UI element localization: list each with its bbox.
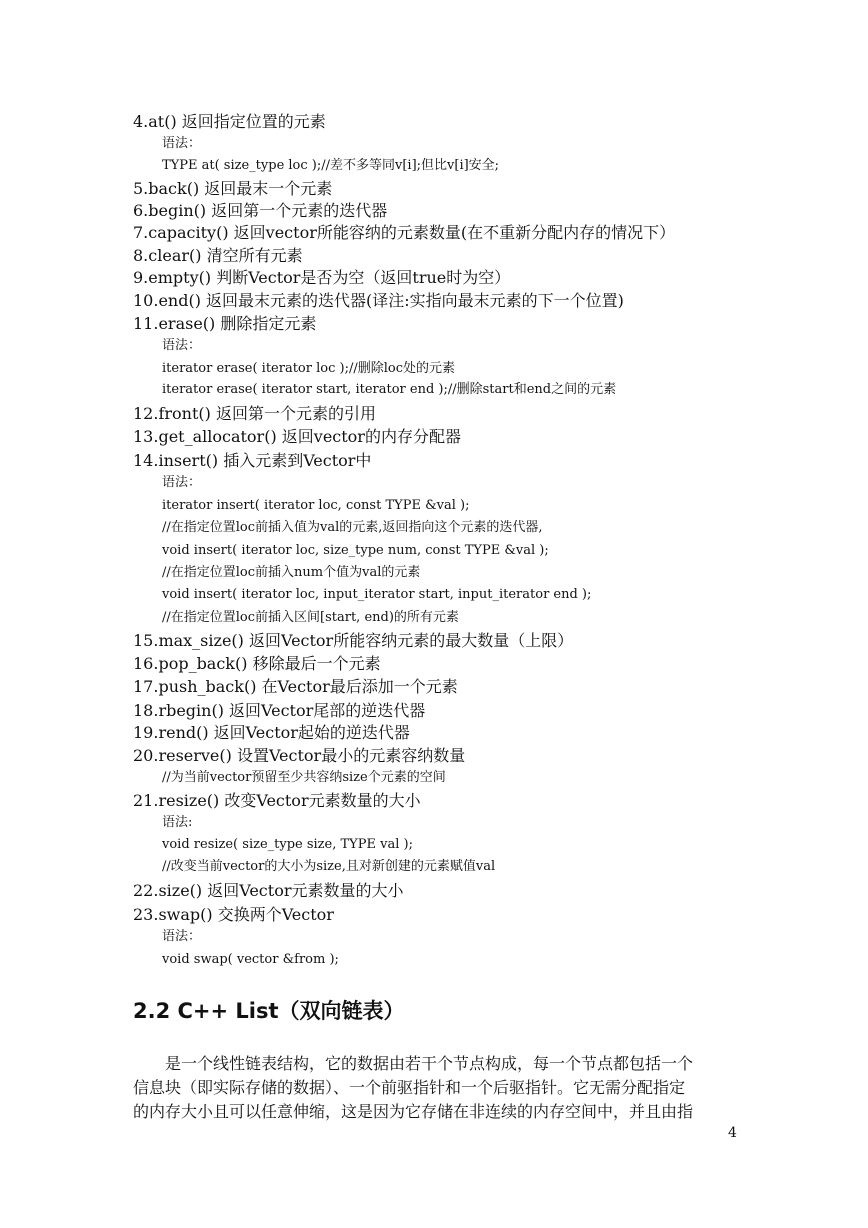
method-entry: 14.insert() 插入元素到Vector中 <box>133 451 372 470</box>
syntax-line: //为当前vector预留至少共容纳size个元素的空间 <box>162 770 446 785</box>
method-entry: 19.rend() 返回Vector起始的逆迭代器 <box>133 723 410 742</box>
syntax-line: //改变当前vector的大小为size,且对新创建的元素赋值val <box>162 859 496 874</box>
method-entry: 22.size() 返回Vector元素数量的大小 <box>133 881 404 900</box>
method-entry: 21.resize() 改变Vector元素数量的大小 <box>133 791 421 810</box>
method-entry: 4.at() 返回指定位置的元素 <box>133 112 326 131</box>
syntax-line: iterator insert( iterator loc, const TYPE &val ); <box>162 498 470 513</box>
method-entry: 9.empty() 判断Vector是否为空（返回true时为空） <box>133 268 511 287</box>
syntax-line: //在指定位置loc前插入区间[start, end)的所有元素 <box>162 610 459 625</box>
syntax-line: iterator erase( iterator start, iterator end );//删除start和end之间的元素 <box>162 382 617 397</box>
syntax-line: void resize( size_type size, TYPE val ); <box>162 837 413 852</box>
syntax-line: 语法： <box>162 136 202 151</box>
method-entry: 11.erase() 删除指定元素 <box>133 314 317 333</box>
method-entry: 16.pop_back() 移除最后一个元素 <box>133 654 381 673</box>
method-entry: 17.push_back() 在Vector最后添加一个元素 <box>133 677 458 696</box>
method-entry: 6.begin() 返回第一个元素的迭代器 <box>133 201 388 220</box>
section-heading: 2.2 C++ List（双向链表） <box>133 999 405 1023</box>
syntax-line: //在指定位置loc前插入num个值为val的元素 <box>162 565 421 580</box>
syntax-line: void insert( iterator loc, size_type num, const TYPE &val ); <box>162 543 549 558</box>
method-entry: 20.reserve() 设置Vector最小的元素容纳数量 <box>133 746 466 765</box>
method-entry: 10.end() 返回最末元素的迭代器(译注:实指向最末元素的下一个位置) <box>133 291 624 310</box>
syntax-line: //在指定位置loc前插入值为val的元素,返回指向这个元素的迭代器, <box>162 520 543 535</box>
paragraph-line: 的内存大小且可以任意伸缩，这是因为它存储在非连续的内存空间中，并且由指 <box>133 1102 694 1121</box>
paragraph-line: 是一个线性链表结构，它的数据由若干个节点构成，每一个节点都包括一个 <box>133 1054 694 1073</box>
syntax-line: 语法： <box>162 338 202 353</box>
syntax-line: 语法: <box>162 815 193 830</box>
syntax-line: void insert( iterator loc, input_iterator start, input_iterator end ); <box>162 587 592 602</box>
syntax-line: 语法： <box>162 475 202 490</box>
method-entry: 12.front() 返回第一个元素的引用 <box>133 404 376 423</box>
method-entry: 23.swap() 交换两个Vector <box>133 905 334 924</box>
method-entry: 7.capacity() 返回vector所能容纳的元素数量(在不重新分配内存的情况下） <box>133 223 676 242</box>
method-entry: 15.max_size() 返回Vector所能容纳元素的最大数量（上限） <box>133 631 574 650</box>
method-entry: 5.back() 返回最末一个元素 <box>133 179 333 198</box>
method-entry: 13.get_allocator() 返回vector的内存分配器 <box>133 427 461 446</box>
page-number: 4 <box>728 1125 737 1141</box>
syntax-line: 语法： <box>162 929 202 944</box>
syntax-line: TYPE at( size_type loc );//差不多等同v[i];但比v[i]安全; <box>162 158 500 173</box>
paragraph-line: 信息块（即实际存储的数据）、一个前驱指针和一个后驱指针。它无需分配指定 <box>133 1078 686 1097</box>
syntax-line: void swap( vector &from ); <box>162 952 339 967</box>
syntax-line: iterator erase( iterator loc );//删除loc处的元素 <box>162 361 455 376</box>
method-entry: 8.clear() 清空所有元素 <box>133 246 303 265</box>
method-entry: 18.rbegin() 返回Vector尾部的逆迭代器 <box>133 701 426 720</box>
